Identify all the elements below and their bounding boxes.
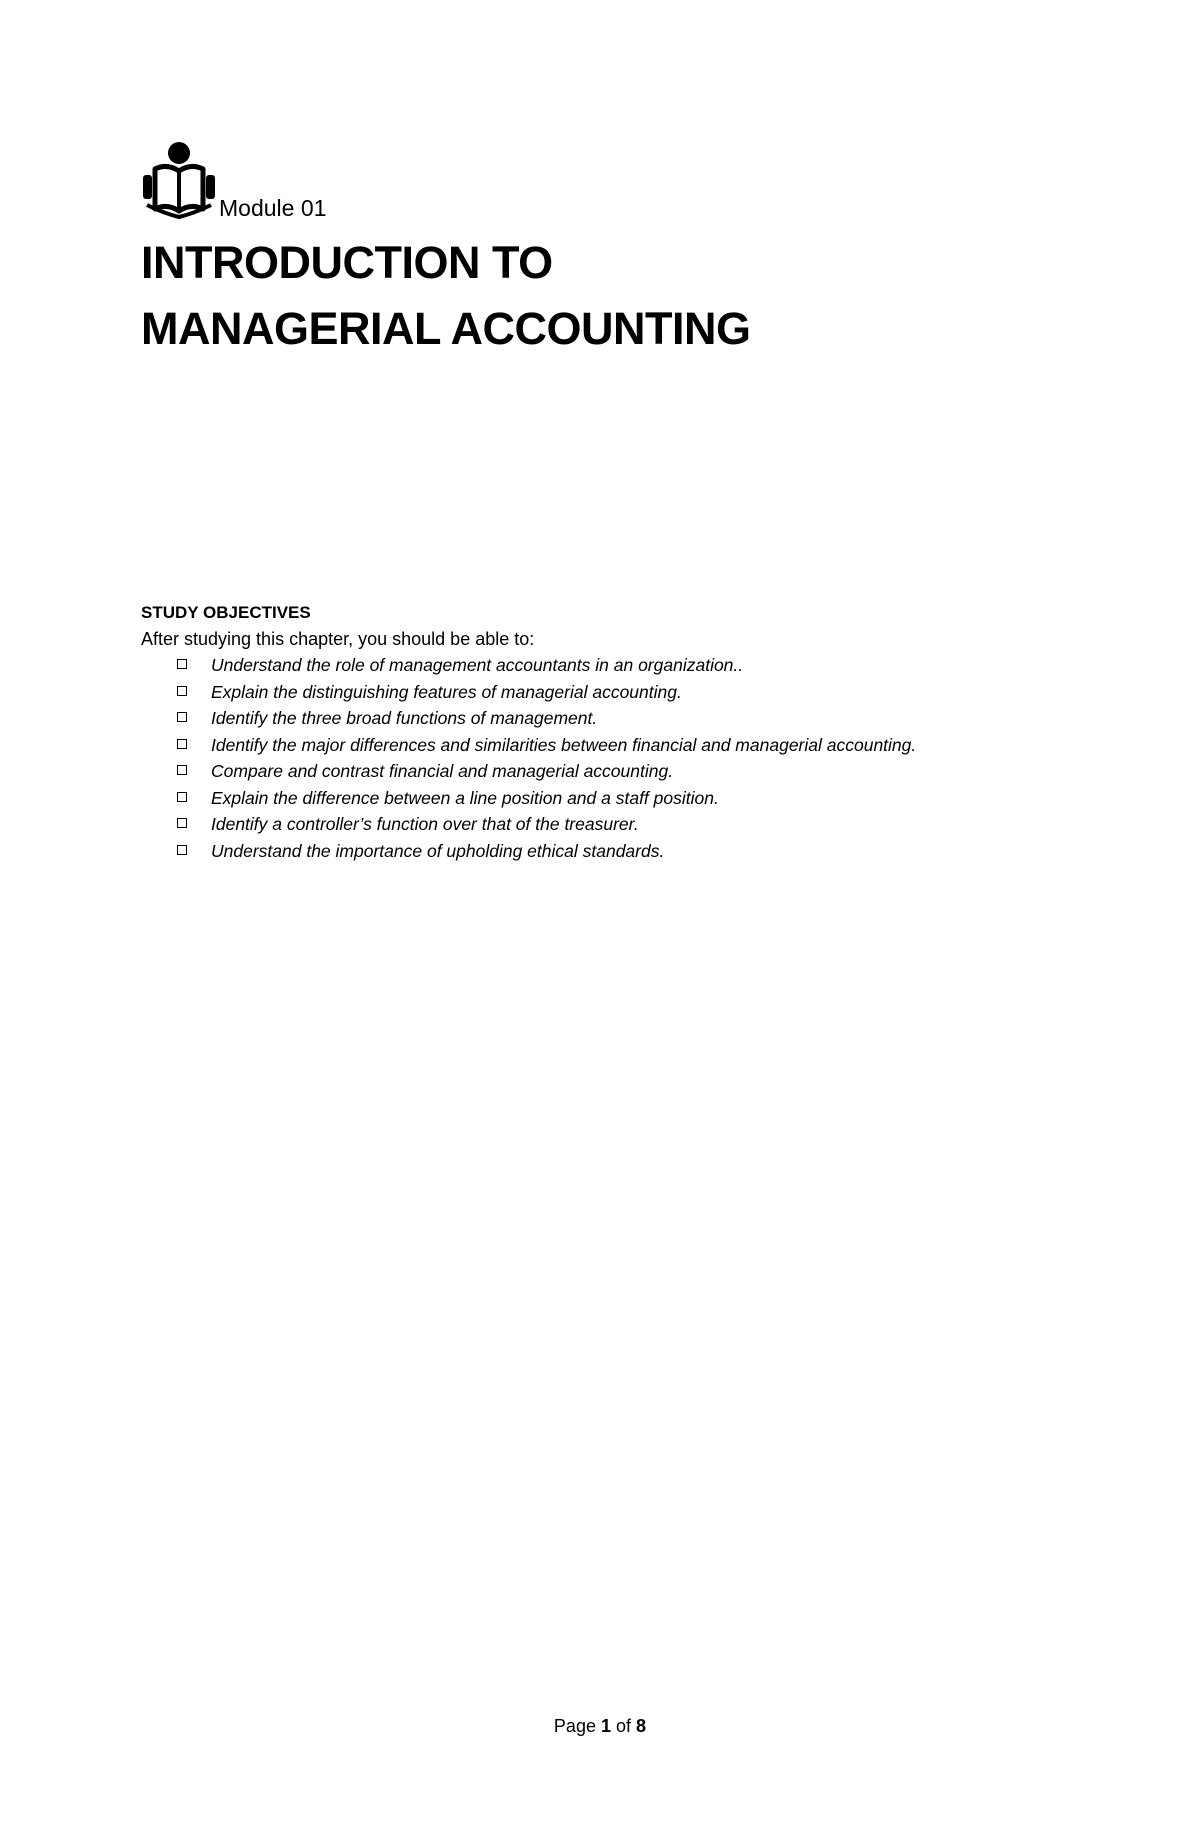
checkbox-square-icon xyxy=(177,765,187,775)
objective-text: Understand the role of management accountants in an organization.. xyxy=(211,655,744,675)
checkbox-square-icon xyxy=(177,818,187,828)
checkbox-square-icon xyxy=(177,845,187,855)
list-item xyxy=(141,652,1101,679)
page-title xyxy=(141,230,750,362)
objective-text: Explain the difference between a line position and a staff position. xyxy=(211,787,719,808)
list-item xyxy=(141,785,1101,812)
current-page-number: 1 xyxy=(600,1716,611,1736)
objective-text: Understand the importance of upholding ethical standards. xyxy=(211,840,665,861)
reader-icon xyxy=(141,139,219,219)
total-pages-number: 8 xyxy=(636,1716,647,1736)
module-label: Module 01 xyxy=(219,195,327,221)
checkbox-square-icon xyxy=(177,792,187,802)
list-item xyxy=(141,732,1101,759)
objectives-heading: STUDY OBJECTIVES xyxy=(141,603,311,622)
checkbox-square-icon xyxy=(177,739,187,749)
objective-text: Identify a controller’s function over that of the treasurer. xyxy=(211,814,639,834)
list-item xyxy=(141,838,1101,865)
objectives-intro: After studying this chapter, you should be able to: xyxy=(141,629,535,649)
list-item xyxy=(141,705,1101,732)
of-word: of xyxy=(616,1716,632,1736)
title-line-2: MANAGERIAL ACCOUNTING xyxy=(141,303,751,354)
objective-text: Identify the three broad functions of management. xyxy=(211,708,598,728)
objectives-list xyxy=(141,652,1101,864)
list-item xyxy=(141,758,1101,785)
checkbox-square-icon xyxy=(177,712,187,722)
page-word: Page xyxy=(553,1716,596,1736)
list-item xyxy=(141,811,1101,838)
list-item xyxy=(141,679,1101,706)
study-objectives-section xyxy=(141,600,1101,864)
checkbox-square-icon xyxy=(177,659,187,669)
objective-text: Explain the distinguishing features of managerial accounting. xyxy=(211,681,682,702)
objective-text: Compare and contrast financial and managerial accounting. xyxy=(211,761,674,781)
page-number-footer xyxy=(0,1716,1200,1737)
title-line-1: INTRODUCTION TO xyxy=(141,237,553,288)
objective-text: Identify the major differences and similarities between financial and managerial accounting. xyxy=(211,734,917,755)
checkbox-square-icon xyxy=(177,686,187,696)
